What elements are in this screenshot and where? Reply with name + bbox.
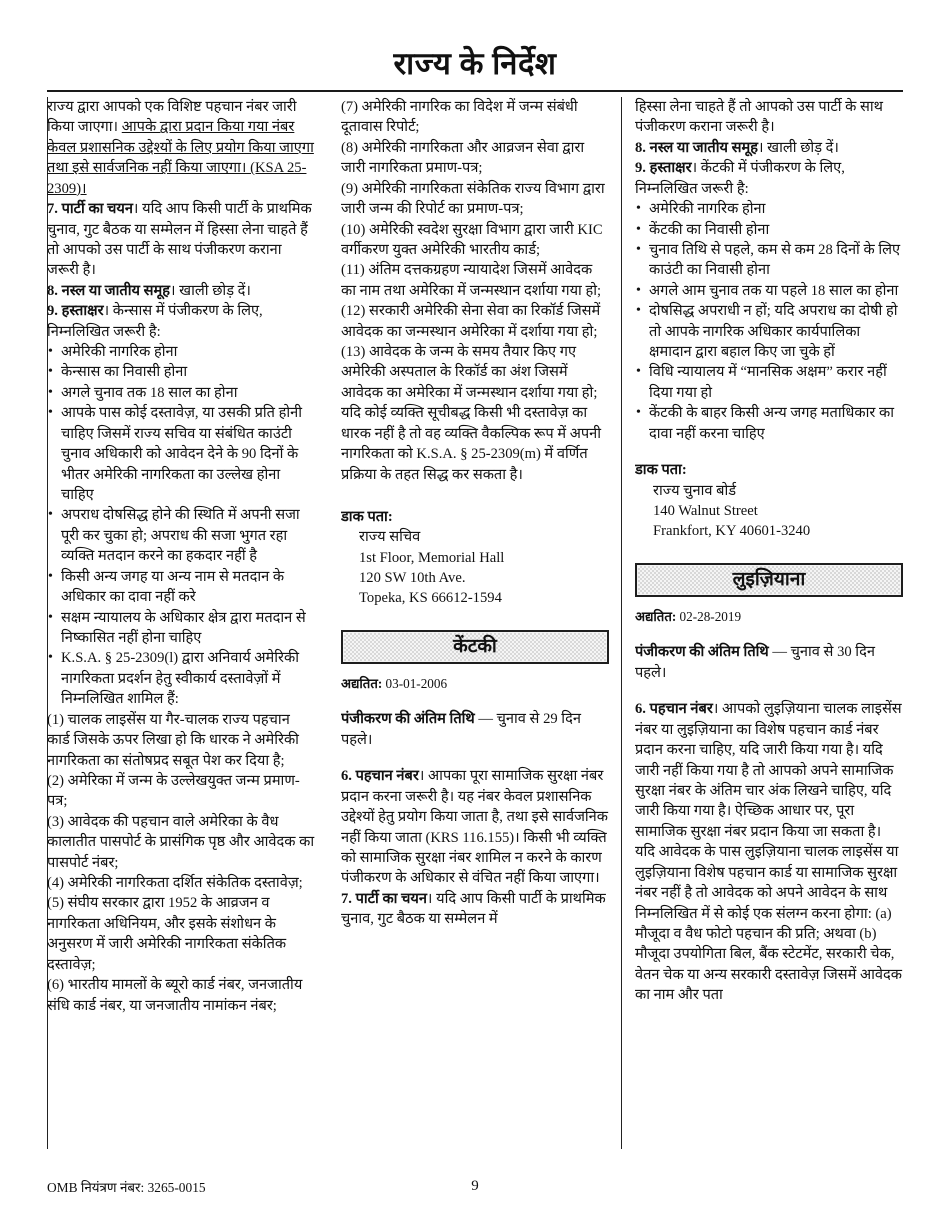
kansas-doc-item-6: (6) भारतीय मामलों के ब्यूरो कार्ड नंबर, जनजातीय संधि कार्ड नंबर, या जनजातीय नामांकन नंबर; bbox=[47, 977, 303, 1014]
address-line: 120 SW 10th Ave. bbox=[359, 569, 466, 586]
address-line: Topeka, KS 66612-1594 bbox=[359, 589, 502, 606]
list-item-text: दोषसिद्ध अपराधी न हों; यदि अपराध का दोषी हो तो आपके नागरिक अधिकार कार्यपालिका क्षमादान द्वारा बहाल किए जा चुके हों bbox=[649, 303, 898, 361]
state-heading-label: लुइज़ियाना bbox=[732, 568, 806, 590]
address-line: 1st Floor, Memorial Hall bbox=[359, 549, 505, 566]
list-item bbox=[635, 199, 903, 219]
kentucky-item-6-text: । आपका पूरा सामाजिक सुरक्षा नंबर प्रदान करना जरूरी है। यह नंबर केवल प्रशासनिक उद्देश्यों हेतु प्रयोग किया जाता है, तथा इसे सार्वजनिक नहीं किया जाता (KRS 116.155)। किसी भी व्यक्ति को सामाजिक सुरक्षा नंबर शामिल न करने के कारण पंजीकरण के अधिकार से वंचित नहीं किया जाएगा। bbox=[341, 768, 608, 887]
list-item-text: अमेरिकी नागरिक होना bbox=[649, 201, 766, 218]
louisiana-deadline-text: — चुनाव से 30 दिन पहले। bbox=[635, 644, 875, 681]
state-heading-louisiana bbox=[635, 563, 903, 597]
state-heading-kentucky bbox=[341, 630, 609, 664]
spacer bbox=[341, 693, 609, 709]
list-item-text: केंटकी के बाहर किसी अन्य जगह मताधिकार का दावा नहीं करना चाहिए bbox=[649, 405, 895, 442]
kansas-doc-item-1: (1) चालक लाइसेंस या गैर-चालक राज्य पहचान कार्ड जिसके ऊपर लिखा हो कि धारक ने अमेरिकी नागरिकता का संतोषप्रद सबूत पेश कर दिया है; bbox=[47, 711, 299, 769]
spacer bbox=[341, 608, 609, 630]
list-item-text: अगले आम चुनाव तक या पहले 18 साल का होना bbox=[649, 282, 899, 299]
louisiana-item-6-text: । आपको लुइज़ियाना चालक लाइसेंस नंबर या लुइज़ियाना का विशेष पहचान कार्ड नंबर प्रदान करना चाहिए, यदि जारी किया गया है। यदि जारी नहीं किया गया है तो आपको अपने सामाजिक सुरक्षा नंबर के अंतिम चार अंक लिखने चाहिए, यदि जारी किया गया है। ऐच्छिक आधार पर, पूरा सामाजिक सुरक्षा नंबर प्रदान किया जा सकता है। यदि आवेदक के पास लुइज़ियाना चालक लाइसेंस या लुइज़ियाना विशेष पहचान कार्ड या सामाजिक सुरक्षा नंबर नहीं है तो आवेदक को अपने आवेदन के साथ निम्नलिखित में से कोई एक संलग्न करना होगा: (a) मौजूदा व वैध फोटो पहचान की प्रति; अथवा (b) मौजूदा उपयोगिता बिल, बैंक स्टेटमेंट, सरकारी चेक, वेतन चेक या अन्य सरकारी दस्तावेज़ जिसमें आवेदक का नाम और पता bbox=[635, 701, 902, 1004]
kansas-doc-item-9: (9) अमेरिकी नागरिकता संकेतिक राज्य विभाग द्वारा जारी जन्म की रिपोर्ट का प्रमाण-पत्र; bbox=[341, 180, 605, 218]
list-item-text: अमेरिकी नागरिक होना bbox=[61, 344, 178, 361]
kentucky-item-7-continuation: हिस्सा लेना चाहते हैं तो आपको उस पार्टी के साथ पंजीकरण कराना जरूरी है। bbox=[635, 99, 884, 136]
kentucky-deadline-label: पंजीकरण की अंतिम तिथि bbox=[341, 711, 475, 728]
column-1 bbox=[47, 97, 315, 1149]
list-item bbox=[47, 567, 315, 608]
omb-control-number: OMB नियंत्रण नंबर: 3265-0015 bbox=[47, 1180, 206, 1195]
list-item bbox=[47, 342, 315, 362]
louisiana-item-6 bbox=[635, 699, 903, 1005]
spacer bbox=[635, 597, 903, 608]
list-item-text: सक्षम न्यायालय के अधिकार क्षेत्र द्वारा मतदान से निष्कासित नहीं होना चाहिए bbox=[61, 609, 306, 646]
kentucky-updated-line bbox=[341, 675, 609, 693]
column-divider-2 bbox=[621, 97, 622, 1149]
address-line: राज्य चुनाव बोर्ड bbox=[653, 482, 737, 499]
list-item bbox=[47, 648, 315, 709]
spacer bbox=[635, 626, 903, 642]
kansas-doc-item-8: (8) अमेरिकी नागरिकता और आव्रजन सेवा द्वारा जारी नागरिकता प्रमाण-पत्र; bbox=[341, 139, 585, 177]
spacer bbox=[635, 541, 903, 563]
list-item-text: चुनाव तिथि से पहले, कम से कम 28 दिनों के लिए काउंटी का निवासी होना bbox=[649, 241, 901, 279]
list-item-text: किसी अन्य जगह या अन्य नाम से मतदान के अधिकार का दावा नहीं करे bbox=[61, 568, 285, 606]
kansas-item-8-label: 8. नस्ल या जातीय समूह bbox=[47, 282, 170, 299]
list-item-text: आपके पास कोई दस्तावेज़, या उसकी प्रति होनी चाहिए जिसमें राज्य सचिव या संबंधित काउंटी चुनाव अधिकारी को आवेदन देने के 90 दिनों के भीतर अमेरिकी नागरिकता का उल्लेख होना चाहिए bbox=[61, 405, 303, 504]
kentucky-item-7 bbox=[341, 889, 609, 930]
louisiana-deadline-label: पंजीकरण की अंतिम तिथि bbox=[635, 644, 769, 661]
kansas-item-9-text: । केन्सास में पंजीकरण के लिए, निम्नलिखित जरूरी है: bbox=[47, 303, 263, 340]
kansas-mailing-address-block bbox=[341, 527, 609, 608]
title-divider-rule bbox=[47, 90, 903, 92]
louisiana-deadline bbox=[635, 642, 903, 683]
louisiana-item-6-label: 6. पहचान नंबर bbox=[635, 701, 713, 718]
spacer bbox=[635, 444, 903, 460]
spacer bbox=[341, 664, 609, 675]
kentucky-item-7-label: 7. पार्टी का चयन bbox=[341, 890, 427, 907]
kentucky-item-8-text: । खाली छोड़ दें। bbox=[757, 139, 839, 156]
kansas-doc-item-7: (7) अमेरिकी नागरिक का विदेश में जन्म संबंधी दूतावास रिपोर्ट; bbox=[341, 99, 578, 136]
kansas-item-8 bbox=[47, 281, 315, 301]
list-item bbox=[47, 383, 315, 403]
kansas-doc-item-5: (5) संघीय सरकार द्वारा 1952 के आव्रजन व नागरिकता अधिनियम, और इसके संशोधन के अनुसरण में जारी अमेरिकी नागरिकता संकेतिक दस्तावेज़; bbox=[47, 895, 287, 973]
list-item bbox=[47, 608, 315, 649]
kansas-item-9-label: 9. हस्ताक्षर bbox=[47, 303, 104, 320]
list-item bbox=[47, 362, 315, 382]
kentucky-item-7-text: । यदि आप किसी पार्टी के प्राथमिक चुनाव, गुट बैठक या सम्मेलन में bbox=[341, 890, 606, 928]
kansas-mailing-address-label: डाक पता: bbox=[341, 509, 393, 526]
updated-label: अद्यतित: bbox=[341, 675, 383, 691]
list-item bbox=[635, 240, 903, 281]
kansas-item-7-label: 7. पार्टी का चयन bbox=[47, 201, 133, 218]
kentucky-item-9-label: 9. हस्ताक्षर bbox=[635, 160, 692, 177]
page-title: राज्य के निर्देश bbox=[393, 46, 557, 81]
kentucky-item-6-label: 6. पहचान नंबर bbox=[341, 768, 419, 785]
kansas-doc-item-3: (3) आवेदक की पहचान वाले अमेरिका के वैध कालातीत पासपोर्ट के प्रासंगिक पृष्ठ और आवेदक का पासपोर्ट नंबर; bbox=[47, 813, 315, 871]
kentucky-mailing-address-label: डाक पता: bbox=[635, 462, 687, 479]
list-item bbox=[635, 403, 903, 444]
columns-container bbox=[47, 97, 903, 1149]
kansas-requirements-list bbox=[47, 342, 315, 710]
kentucky-item-6 bbox=[341, 766, 609, 889]
kansas-item-7 bbox=[47, 199, 315, 281]
column-3 bbox=[635, 97, 903, 1149]
list-item bbox=[635, 281, 903, 301]
list-item-text: अपराध दोषसिद्ध होने की स्थिति में अपनी सजा पूरी कर चुका हो; अपराध की सजा भुगत रहा व्यक्ति मतदान करने का हकदार नहीं है bbox=[61, 507, 300, 565]
kansas-item-7-text: । यदि आप किसी पार्टी के प्राथमिक चुनाव, गुट बैठक या सम्मेलन में हिस्सा लेना चाहते हैं तो आपको उस पार्टी के साथ पंजीकरण कराना जरूरी है। bbox=[47, 201, 312, 279]
kansas-doc-item-2: (2) अमेरिका में जन्म के उल्लेखयुक्त जन्म प्रमाण-पत्र; bbox=[47, 772, 300, 810]
louisiana-updated-line bbox=[635, 608, 903, 626]
kentucky-item-9 bbox=[635, 158, 903, 199]
kentucky-item-9-text: । केंटकी में पंजीकरण के लिए, निम्नलिखित जरूरी है: bbox=[635, 160, 845, 197]
kentucky-item-8-label: 8. नस्ल या जातीय समूह bbox=[635, 139, 758, 156]
kansas-id-underlined-text: आपके द्वारा प्रदान किया गया नंबर केवल प्रशासनिक उद्देश्यों के लिए प्रयोग किया जाएगा तथा इसे सार्वजनिक नहीं किया जाएगा। (KSA 25-2309)। bbox=[47, 119, 314, 197]
address-line: Frankfort, KY 40601-3240 bbox=[653, 522, 811, 539]
list-item bbox=[635, 301, 903, 362]
kansas-id-plain-text: राज्य द्वारा आपको एक विशिष्ट पहचान नंबर जारी किया जाएगा। bbox=[47, 99, 297, 136]
kansas-doc-item-12: (12) सरकारी अमेरिकी सेना सेवा का रिकॉर्ड जिसमें आवेदक का जन्मस्थान अमेरिका में दर्शाया गया हो; bbox=[341, 303, 601, 340]
list-item bbox=[635, 362, 903, 403]
kansas-item-8-text: । खाली छोड़ दें। bbox=[169, 282, 251, 299]
updated-value: 02-28-2019 bbox=[679, 608, 742, 624]
spacer bbox=[635, 683, 903, 699]
updated-label: अद्यतित: bbox=[635, 608, 677, 624]
page-footer bbox=[47, 1178, 903, 1202]
list-item-text: विधि न्यायालय में “मानसिक अक्षम” करार नहीं दिया गया हो bbox=[649, 364, 887, 401]
kansas-doc-item-13: (13) आवेदक के जन्म के समय तैयार किए गए अमेरिकी अस्पताल के रिकॉर्ड का अंश जिसमें आवेदक का अमेरिका में जन्मस्थान दर्शाया गया हो; bbox=[341, 344, 598, 401]
column-2 bbox=[341, 97, 609, 1149]
state-heading-label: केंटकी bbox=[453, 635, 497, 657]
spacer bbox=[341, 485, 609, 507]
address-line: राज्य सचिव bbox=[359, 529, 421, 546]
kansas-id-number-paragraph bbox=[47, 97, 315, 199]
page-number: 9 bbox=[471, 1178, 479, 1194]
kentucky-deadline-text: — चुनाव से 29 दिन पहले। bbox=[341, 711, 581, 748]
list-item-text: अगले चुनाव तक 18 साल का होना bbox=[61, 384, 238, 401]
list-item bbox=[47, 403, 315, 505]
list-item-text: केन्सास का निवासी होना bbox=[61, 364, 188, 381]
list-item-text: केंटकी का निवासी होना bbox=[649, 221, 770, 238]
kentucky-requirements-list bbox=[635, 199, 903, 444]
kansas-doc-item-11: (11) अंतिम दत्तकग्रहण न्यायादेश जिसमें आवेदक का नाम तथा अमेरिका में जन्मस्थान दर्शाया गया हो; bbox=[341, 262, 602, 299]
list-item bbox=[635, 220, 903, 240]
kansas-doc-item-4: (4) अमेरिकी नागरिकता दर्शित संकेतिक दस्तावेज़; bbox=[47, 875, 303, 892]
spacer bbox=[341, 750, 609, 766]
kansas-doc-item-10: (10) अमेरिकी स्वदेश सुरक्षा विभाग द्वारा जारी KIC वर्गीकरण युक्त अमेरिकी भारतीय कार्ड; bbox=[341, 221, 603, 258]
list-item-text: K.S.A. § 25-2309(l) द्वारा अनिवार्य अमेरिकी नागरिकता प्रदर्शन हेतु स्वीकार्य दस्तावेज़ों में निम्नलिखित शामिल हैं: bbox=[61, 650, 300, 708]
kansas-alternative-proof-paragraph: यदि कोई व्यक्ति सूचीबद्ध किसी भी दस्तावेज़ का धारक नहीं है तो वह व्यक्ति वैकल्पिक रूप में अपनी नागरिकता को K.S.A. § 25-2309(m) में वर्णित प्रक्रिया के तहत सिद्ध कर सकता है। bbox=[341, 405, 602, 483]
updated-value: 03-01-2006 bbox=[385, 675, 448, 691]
address-line: 140 Walnut Street bbox=[653, 502, 758, 519]
kentucky-item-8 bbox=[635, 138, 903, 158]
kentucky-mailing-address-block bbox=[635, 481, 903, 541]
kentucky-deadline bbox=[341, 709, 609, 750]
kansas-item-9 bbox=[47, 301, 315, 342]
list-item bbox=[47, 505, 315, 566]
